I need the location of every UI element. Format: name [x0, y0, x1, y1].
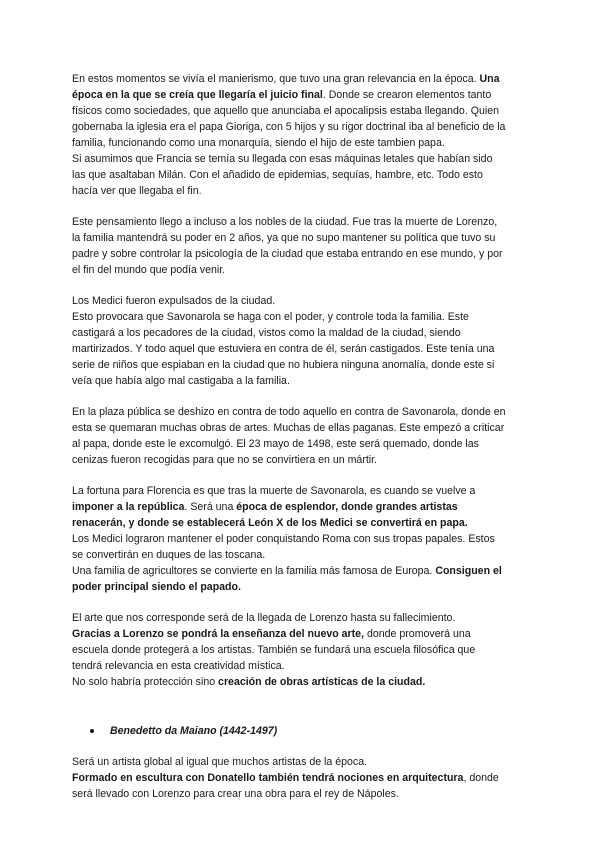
- text-line: [72, 770, 542, 786]
- text-run: donde promoverá una: [364, 628, 471, 640]
- bold-text: época de esplendor, donde grandes artistas: [236, 501, 458, 513]
- text-run: En estos momentos se vivía el manierismo, que tuvo una gran relevancia en la época.: [72, 73, 480, 85]
- text-line: [72, 262, 542, 278]
- text-run: . Será una: [184, 501, 237, 513]
- text-line: [72, 547, 542, 563]
- bullet-dot-icon: [90, 729, 94, 733]
- text-line: [72, 119, 542, 135]
- text-line: [72, 626, 542, 642]
- text-line: [72, 436, 542, 452]
- bold-text: Consiguen el: [435, 565, 502, 577]
- text-line: [72, 325, 542, 341]
- text-run: Los Medici lograron mantener el poder conquistando Roma con sus tropas papales. Estos: [72, 533, 495, 545]
- text-line: [72, 499, 542, 515]
- text-line: [72, 357, 542, 373]
- bullet-heading: Benedetto da Maiano (1442-1497): [110, 725, 278, 737]
- text-line: [72, 183, 542, 199]
- bold-text: imponer a la república: [72, 501, 185, 513]
- text-line: [72, 483, 542, 499]
- text-run: esta se quemaran muchas obras de artes. Muchas de ellas paganas. Este empezó a criticar: [72, 422, 505, 434]
- text-line: [72, 674, 542, 690]
- text-line: [72, 515, 542, 531]
- text-run: gobernaba la iglesia era el papa Gioriga, con 5 hijos y su rigor doctrinal iba al beneficio de la: [72, 121, 506, 133]
- text-run: Una familia de agricultores se convierte en la familia más famosa de Europa.: [72, 565, 436, 577]
- text-run: Si asumimos que Francia se temía su llegada con esas máquinas letales que habían sido: [72, 153, 493, 165]
- text-run: La fortuna para Florencia es que tras la muerte de Savonarola, es cuando se vuelve a: [72, 485, 476, 497]
- text-run: familia, funcionando como una monarquía, siendo el hijo de este tambien papa.: [72, 137, 445, 149]
- bold-text: renacerán, y donde se establecerá León X de los Medici se convertirá en papa.: [72, 517, 468, 529]
- text-run: Los Medici fueron expulsados de la ciudad.: [72, 295, 276, 307]
- bold-text: época en la que se creía que llegaría el juicio final: [72, 89, 323, 101]
- text-line: [72, 373, 542, 389]
- paragraph-mannerism: [72, 71, 542, 199]
- text-line: [72, 531, 542, 547]
- text-line: [72, 642, 542, 658]
- text-line: [72, 246, 542, 262]
- text-line: [72, 610, 542, 626]
- text-run: serie de niños que espiaban en la ciudad que no hubiera ninguna anomalía, donde este si: [72, 359, 495, 371]
- text-line: [72, 151, 542, 167]
- text-run: se convertirán en duques de las toscana.: [72, 549, 266, 561]
- text-run: Este pensamiento llego a incluso a los nobles de la ciudad. Fue tras la muerte de Lorenzo,: [72, 216, 498, 228]
- text-run: el fin del mundo que podía venir.: [72, 264, 226, 276]
- paragraph-benedetto: [72, 754, 542, 802]
- bold-text: Gracias a Lorenzo se pondrá la enseñanza del nuevo arte,: [72, 628, 365, 640]
- text-run: escuela donde protegerá a los artistas. También se fundará una escuela filosófica que: [72, 644, 476, 656]
- bullet-item-benedetto: [72, 723, 542, 739]
- bold-text: Formado en escultura con Donatello también tendrá nociones en arquitectura: [72, 772, 464, 784]
- text-run: al papa, donde este le excomulgó. El 23 mayo de 1498, este será quemado, donde las: [72, 438, 479, 450]
- text-line: [72, 420, 542, 436]
- text-run: hacía ver que llegaba el fin.: [72, 185, 202, 197]
- text-line: [72, 167, 542, 183]
- text-line: [72, 579, 542, 595]
- text-run: Será un artista global al igual que muchos artistas de la época.: [72, 756, 368, 768]
- text-run: cenizas fueron recogidas para que no se convirtiera en un mártir.: [72, 454, 378, 466]
- paragraph-savonarola: [72, 293, 542, 389]
- text-line: [72, 341, 542, 357]
- text-run: No solo habría protección sino: [72, 676, 219, 688]
- text-run: En la plaza pública se deshizo en contra de todo aquello en contra de Savonarola, donde en: [72, 406, 506, 418]
- text-line: [72, 230, 542, 246]
- text-line: [72, 309, 542, 325]
- text-line: [72, 452, 542, 468]
- text-run: Esto provocara que Savonarola se haga con el poder, y controle toda la familia. Este: [72, 311, 469, 323]
- text-line: [72, 293, 542, 309]
- text-line: [72, 404, 542, 420]
- text-run: tendrá relevancia en esta creatividad mística.: [72, 660, 285, 672]
- text-run: martirizados. Y todo aquel que estuviera en contra de él, serán castigados. Este tenía una: [72, 343, 495, 355]
- text-run: veía que había algo mal castigaba a la familia.: [72, 375, 290, 387]
- text-run: , donde: [463, 772, 499, 784]
- text-run: castigará a los pecadores de la ciudad, vistos como la maldad de la ciudad, siendo: [72, 327, 461, 339]
- paragraph-lorenzo-art: [72, 610, 542, 690]
- bold-text: Una: [479, 73, 500, 85]
- paragraph-public-square: [72, 404, 542, 468]
- text-run: las que asaltaban Milán. Con el añadido de epidemias, sequías, hambre, etc. Todo esto: [72, 169, 483, 181]
- text-line: [72, 87, 542, 103]
- text-line: [72, 135, 542, 151]
- text-line: [72, 658, 542, 674]
- text-run: físicos como sociedades, que aquello que anunciaba el apocalipsis estaba llegando. Quien: [72, 105, 499, 117]
- text-run: será llevado con Lorenzo para crear una obra para el rey de Nápoles.: [72, 788, 399, 800]
- bold-text: poder principal siendo el papado.: [72, 581, 241, 593]
- paragraph-lorenzo-death: [72, 214, 542, 278]
- text-line: [72, 754, 542, 770]
- text-line: [72, 71, 542, 87]
- text-line: [72, 563, 542, 579]
- text-line: [72, 786, 542, 802]
- text-run: El arte que nos corresponde será de la llegada de Lorenzo hasta su fallecimiento.: [72, 612, 456, 624]
- text-line: [72, 103, 542, 119]
- text-run: la familia mantendrá su poder en 2 años, ya que no supo mantener su política que tuvo su: [72, 232, 496, 244]
- bold-text: creación de obras artísticas de la ciudad.: [218, 676, 426, 688]
- text-line: [72, 214, 542, 230]
- text-run: . Donde se crearon elementos tanto: [322, 89, 492, 101]
- text-run: padre y sobre controlar la psicología de la ciudad que estaba entrando en ese mundo, y por: [72, 248, 503, 260]
- paragraph-florence-fortune: [72, 483, 542, 595]
